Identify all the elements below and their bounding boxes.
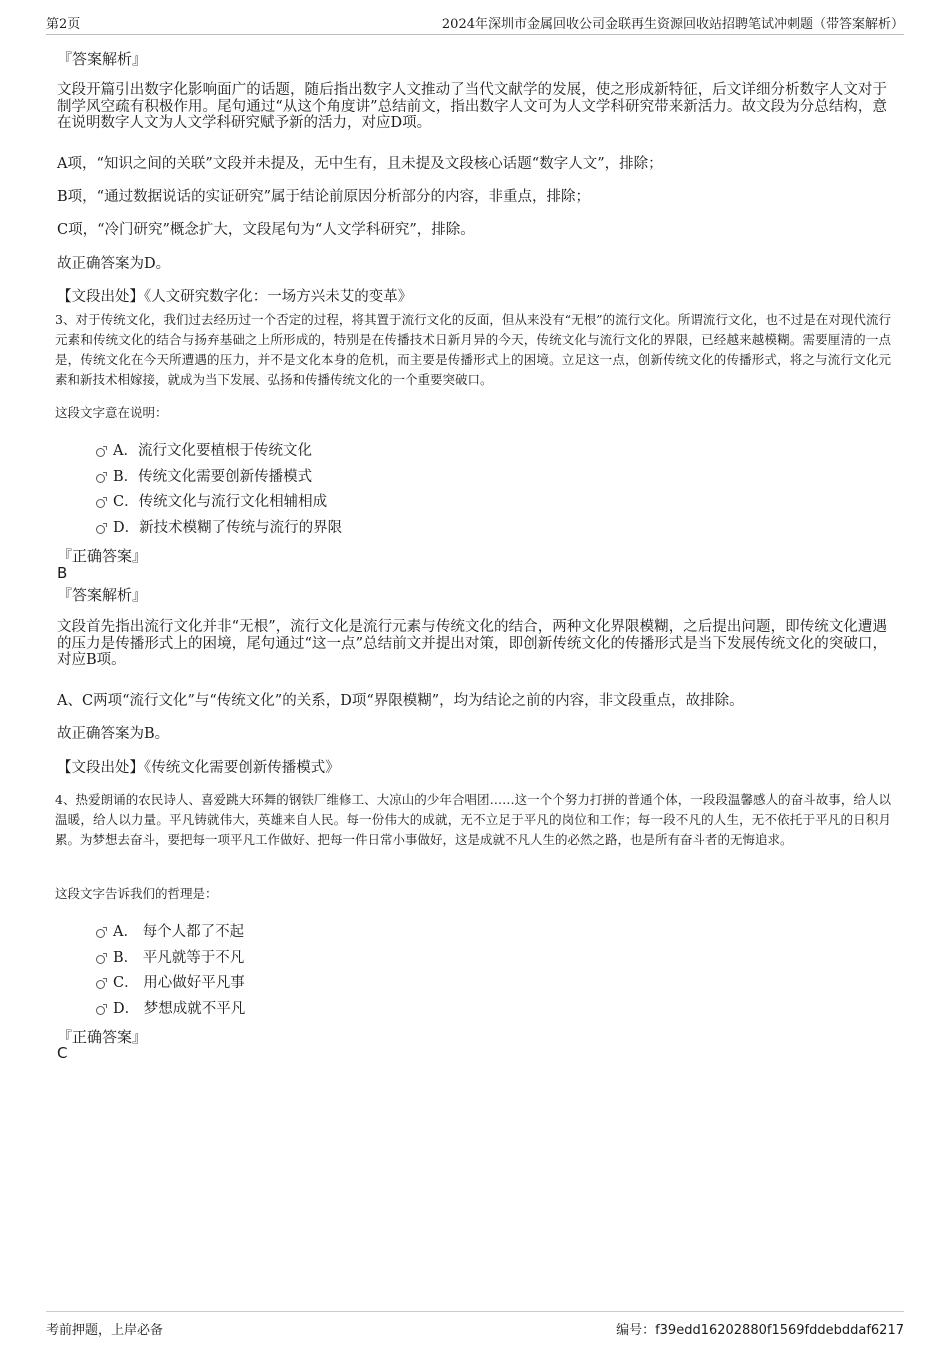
option-c-analysis: C项，“冷门研究”概念扩大，文段尾句为“人文学科研究”，排除。 — [57, 222, 475, 238]
option-b-analysis: B项，“通过数据说话的实证研究”属于结论前原因分析部分的内容，非重点，排除； — [57, 189, 590, 205]
radio-icon[interactable] — [96, 499, 105, 508]
analysis-paragraph: 文段开篇引出数字化影响面广的话题，随后指出数字人文推动了当代文献学的发展，使之形成新特征，后文详细分析数字人文对于制学风空疏有积极作用。尾句通过“从这个角度讲”总结前文，指出数字人文可为人文学科研究带来新活力。故文段为分总结构，意在说明数字人文为人文学科研究赋予新的活力，对应D项。 — [57, 82, 887, 131]
answer-conclusion: 故正确答案为B。 — [57, 726, 170, 742]
passage-source: 【文段出处】《人文研究数字化：一场方兴未艾的变革》 — [57, 289, 413, 305]
radio-icon[interactable] — [96, 448, 105, 457]
answer-conclusion: 故正确答案为D。 — [57, 256, 171, 272]
option-label: C． 用心做好平凡事 — [113, 975, 245, 991]
question-3-option-d[interactable] — [96, 516, 342, 537]
document-code — [616, 1319, 904, 1338]
option-label: C．传统文化与流行文化相辅相成 — [113, 494, 328, 510]
question-4-option-c[interactable] — [96, 971, 245, 992]
option-label: B．传统文化需要创新传播模式 — [113, 469, 313, 485]
analysis-paragraph: 文段首先指出流行文化并非“无根”，流行文化是流行元素与传统文化的结合，两种文化界限模糊，之后提出问题，即传统文化遭遇的压力是传播形式上的困境，尾句通过“这一点”总结前文并提出对策，即创新传统文化的传播形式是当下发展传统文化的突破口，对应B项。 — [57, 619, 887, 668]
correct-answer-value: B — [57, 564, 68, 582]
analysis-label: 『答案解析』 — [57, 50, 148, 68]
document-code-value: f39edd16202880f1569fddebddaf6217 — [655, 1323, 904, 1338]
page-footer — [46, 1311, 904, 1338]
option-label: B． 平凡就等于不凡 — [113, 950, 245, 966]
option-label: A．流行文化要植根于传统文化 — [113, 443, 312, 459]
option-label: D． 梦想成就不平凡 — [113, 1001, 246, 1017]
radio-icon[interactable] — [96, 980, 105, 989]
question-4-option-b[interactable] — [96, 946, 244, 967]
correct-answer-label: 『正确答案』 — [57, 1028, 148, 1046]
question-3-option-a[interactable] — [96, 439, 312, 460]
correct-answer-value: C — [57, 1044, 68, 1062]
page-number: 第2页 — [46, 17, 81, 32]
question-4-option-d[interactable] — [96, 997, 245, 1018]
document-code-label: 编号： — [616, 1323, 656, 1338]
page-header — [46, 12, 904, 35]
option-a-analysis: A项，“知识之间的关联”文段并未提及，无中生有，且未提及文段核心话题“数字人文”，排除； — [57, 156, 663, 172]
passage-source: 【文段出处】《传统文化需要创新传播模式》 — [57, 760, 340, 776]
option-ac-analysis: A、C两项“流行文化”与“传统文化”的关系，D项“界限模糊”，均为结论之前的内容，非文段重点，故排除。 — [57, 693, 744, 709]
document-title: 2024年深圳市金属回收公司金联再生资源回收站招聘笔试冲刺题（带答案解析） — [441, 17, 904, 32]
correct-answer-label: 『正确答案』 — [57, 547, 148, 565]
question-4-prompt: 这段文字告诉我们的哲理是： — [55, 886, 218, 901]
question-4-text: 4、热爱朗诵的农民诗人、喜爱跳大环舞的钢铁厂维修工、大凉山的少年合唱团……这一个个努力打拼的普通个体，一段段温馨感人的奋斗故事，给人以温暖，给人以力量。平凡铸就伟大，英雄来自人民。每一份伟大的成就，无不立足于平凡的岗位和工作；每一段不凡的人生，无不依托于平凡的日积月累。为梦想去奋斗，要把每一项平凡工作做好、把每一件日常小事做好，这是成就不凡人生的必然之路，也是所有奋斗者的无悔追求。 — [55, 792, 891, 847]
radio-icon[interactable] — [96, 474, 105, 483]
option-label: A． 每个人都了不起 — [113, 924, 245, 940]
question-3-prompt: 这段文字意在说明： — [55, 405, 168, 420]
radio-icon[interactable] — [96, 929, 105, 938]
question-3-text: 3、对于传统文化，我们过去经历过一个否定的过程，将其置于流行文化的反面，但从来没有“无根”的流行文化。所谓流行文化，也不过是在对现代流行元素和传统文化的结合与扬弃基础之上所形成的，特别是在传播技术日新月异的今天，传统文化与流行文化的界限，已经越来越模糊。需要厘清的一点是，传统文化在今天所遭遇的压力，并不是文化本身的危机，而主要是传播形式上的困境。立足这一点，创新传统文化的传播形式，将之与流行文化元素和新技术相嫁接，就成为当下发展、弘扬和传播传统文化的一个重要突破口。 — [55, 312, 891, 387]
analysis-label: 『答案解析』 — [57, 586, 148, 604]
radio-icon[interactable] — [96, 955, 105, 964]
question-4-option-a[interactable] — [96, 920, 244, 941]
footer-slogan: 考前押题，上岸必备 — [46, 1323, 164, 1338]
option-label: D．新技术模糊了传统与流行的界限 — [113, 520, 343, 536]
radio-icon[interactable] — [96, 525, 105, 534]
question-3-option-c[interactable] — [96, 490, 327, 511]
radio-icon[interactable] — [96, 1006, 105, 1015]
question-3-option-b[interactable] — [96, 465, 312, 486]
